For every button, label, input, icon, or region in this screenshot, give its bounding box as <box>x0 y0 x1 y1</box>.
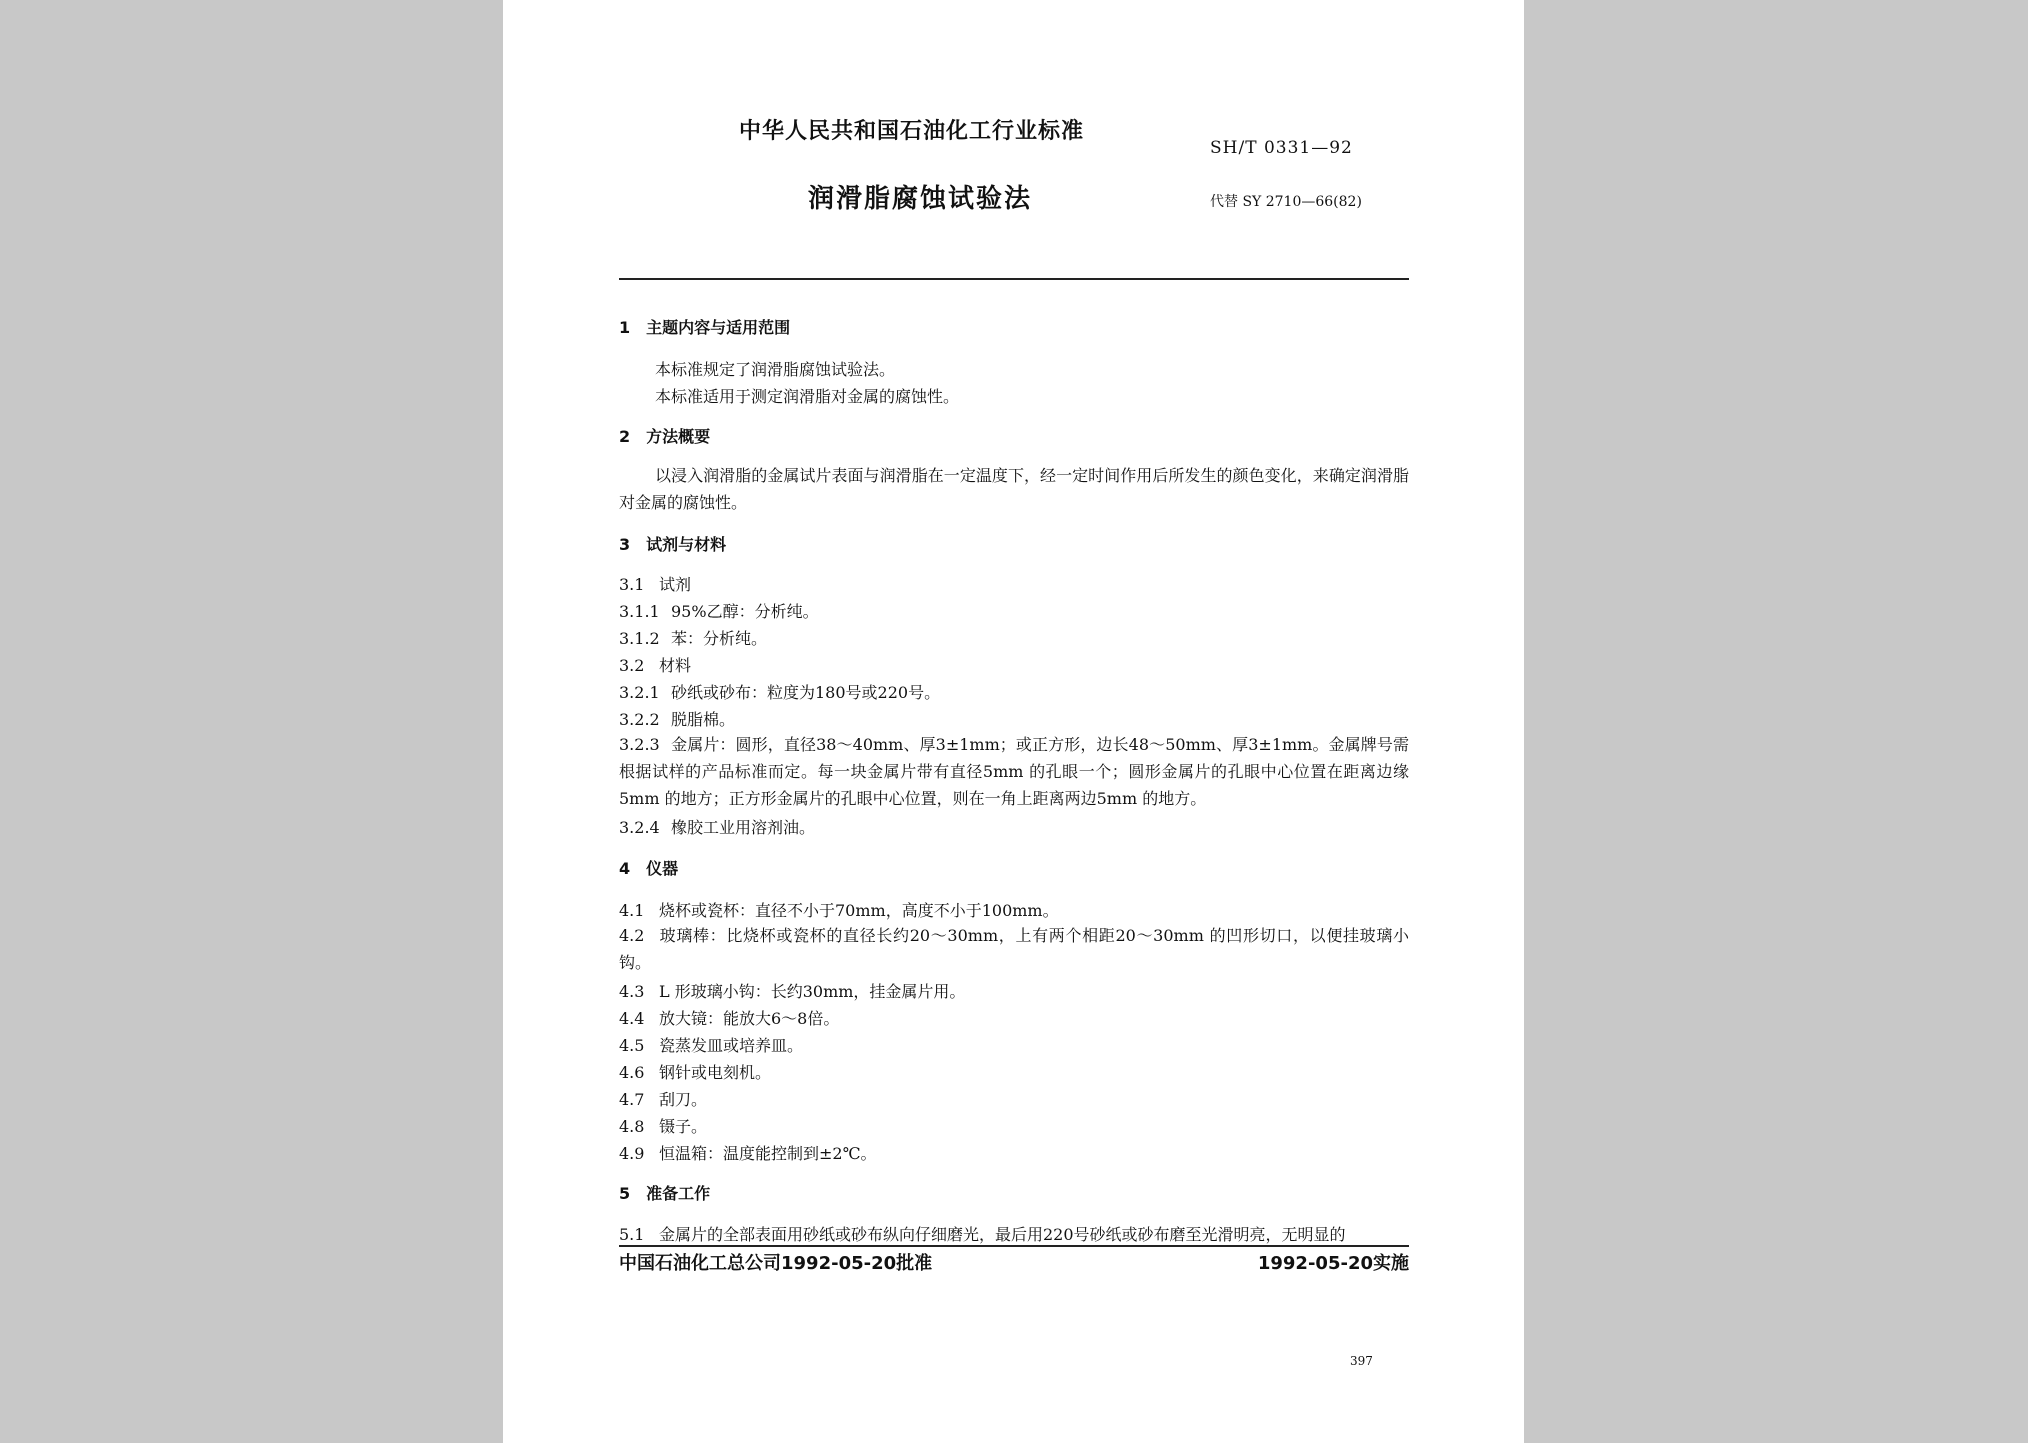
clause-4-7: 4.7 刮刀。 <box>619 1090 708 1109</box>
clause-4-8: 4.8 镊子。 <box>619 1117 708 1136</box>
document-page <box>503 0 1524 1443</box>
replaces-note: 代替 SY 2710—66(82) <box>1210 194 1362 210</box>
document-title: 润滑脂腐蚀试验法 <box>808 184 1033 214</box>
clause-3-2: 3.2 材料 <box>619 656 692 675</box>
header-rule <box>619 278 1409 280</box>
clause-3-2-1: 3.2.1 砂纸或砂布：粒度为180号或220号。 <box>619 683 941 702</box>
section-1-heading: 1 主题内容与适用范围 <box>619 318 791 337</box>
approval-line: 中国石油化工总公司1992-05-20批准 <box>619 1253 933 1274</box>
section-2-heading: 2 方法概要 <box>619 427 711 446</box>
clause-4-1: 4.1 烧杯或瓷杯：直径不小于70mm，高度不小于100mm。 <box>619 901 1059 920</box>
section-1-para-2: 本标准适用于测定润滑脂对金属的腐蚀性。 <box>655 387 960 406</box>
page-number: 397 <box>1350 1354 1373 1368</box>
standard-code: SH/T 0331—92 <box>1210 138 1353 158</box>
clause-3-2-3: 3.2.3 金属片：圆形，直径38～40mm、厚3±1mm；或正方形，边长48～50mm、厚3±1mm。金属牌号需根据试样的产品标准而定。每一块金属片带有直径5mm 的孔眼一个；圆形金属片的孔眼中心位置在距离边缘5mm 的地方；正方形金属片的孔眼中心位置，则在一角上距离两边5mm 的地方。 <box>619 735 1409 808</box>
clause-4-9: 4.9 恒温箱：温度能控制到±2℃。 <box>619 1144 877 1163</box>
clause-4-5: 4.5 瓷蒸发皿或培养皿。 <box>619 1036 804 1055</box>
section-5-heading: 5 准备工作 <box>619 1184 711 1203</box>
clause-3-1: 3.1 试剂 <box>619 575 692 594</box>
clause-3-2-2: 3.2.2 脱脂棉。 <box>619 710 736 729</box>
clause-3-1-1: 3.1.1 95%乙醇：分析纯。 <box>619 602 819 621</box>
clause-4-3: 4.3 L 形玻璃小钩：长约30mm，挂金属片用。 <box>619 982 966 1001</box>
section-2-para-1: 以浸入润滑脂的金属试片表面与润滑脂在一定温度下，经一定时间作用后所发生的颜色变化，来确定润滑脂对金属的腐蚀性。 <box>619 466 1409 512</box>
clause-4-2: 4.2 玻璃棒：比烧杯或瓷杯的直径长约20～30mm，上有两个相距20～30mm 的凹形切口，以便挂玻璃小钩。 <box>619 926 1409 972</box>
section-1-para-1: 本标准规定了润滑脂腐蚀试验法。 <box>655 360 896 379</box>
clause-3-2-4: 3.2.4 橡胶工业用溶剂油。 <box>619 818 816 837</box>
standard-title: 中华人民共和国石油化工行业标准 <box>739 119 1085 144</box>
clause-4-6: 4.6 钢针或电刻机。 <box>619 1063 772 1082</box>
implementation-line: 1992-05-20实施 <box>1257 1253 1409 1274</box>
clause-3-1-2: 3.1.2 苯：分析纯。 <box>619 629 768 648</box>
clause-4-4: 4.4 放大镜：能放大6～8倍。 <box>619 1009 840 1028</box>
section-3-heading: 3 试剂与材料 <box>619 535 727 554</box>
section-4-heading: 4 仪器 <box>619 859 679 878</box>
clause-5-1: 5.1 金属片的全部表面用砂纸或砂布纵向仔细磨光，最后用220号砂纸或砂布磨至光滑明亮，无明显的 <box>619 1225 1346 1244</box>
footer-rule <box>619 1245 1409 1247</box>
